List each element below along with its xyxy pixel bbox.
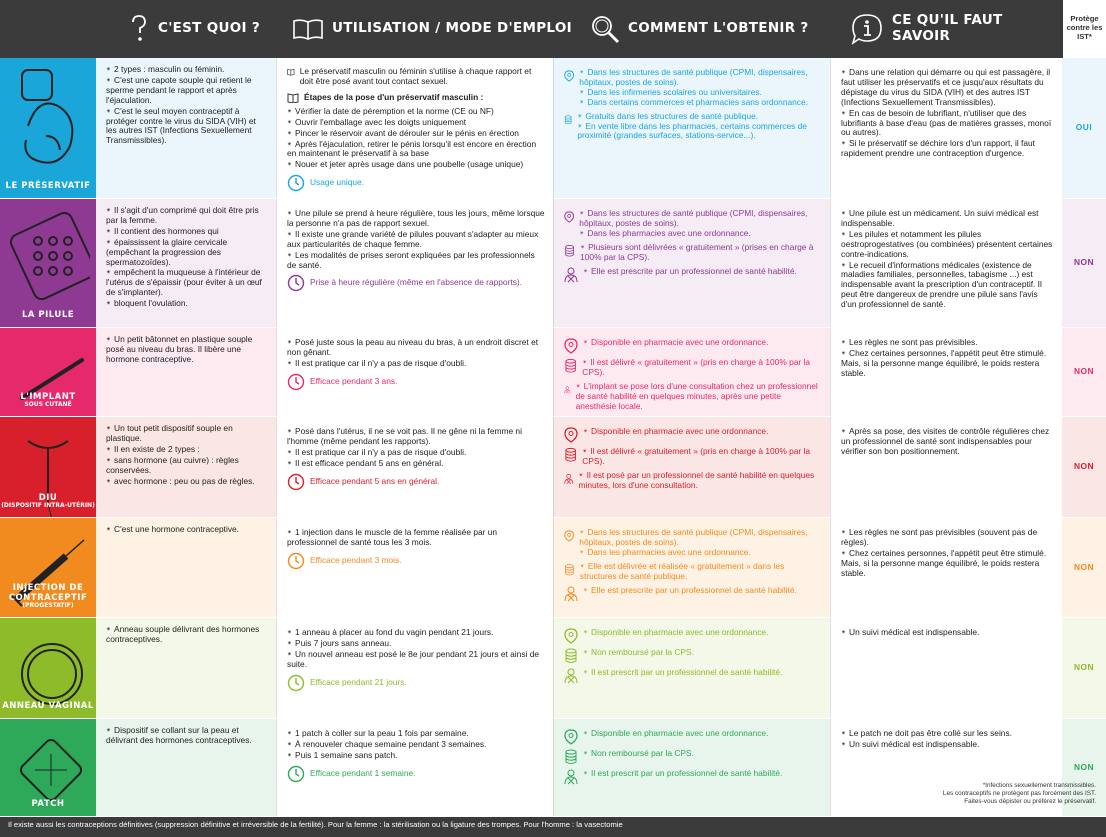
list-item: ✴ Posé juste sous la peau au niveau du bras, à un endroit discret et non gênant. xyxy=(287,338,545,358)
know-cell xyxy=(830,417,1062,517)
list-item: ✴ C'est une capote souple qui retient le sperme pendant le rapport et après l'éjaculation. xyxy=(106,76,268,106)
know-cell xyxy=(830,199,1062,327)
list-item: ✴ Il en existe de 2 types : xyxy=(106,445,268,455)
obtain-group xyxy=(564,528,822,558)
list-item: ✴ Non remboursé par la CPS. xyxy=(583,749,694,759)
use-note: Efficace pendant 3 mois. xyxy=(310,554,402,565)
list-item: ✴ Dans les structures de santé publique (CPMI, dispensaires, hôpitaux, postes de soins). xyxy=(579,528,822,548)
what-cell xyxy=(96,417,276,517)
list-item: ✴ Elle est prescrite par un professionnel de santé habilité. xyxy=(583,586,797,596)
pill-illustration-icon xyxy=(8,207,90,307)
use-intro: Le préservatif masculin ou féminin s'utilise à chaque rapport et doit être posé avant tout contact sexuel. xyxy=(299,66,532,86)
what-cell xyxy=(96,328,276,416)
list-item: ✴ Dans les infirmeries scolaires ou universitaires. xyxy=(579,88,822,98)
header-ist: Protège contre les IST* xyxy=(1062,0,1106,58)
clock-icon xyxy=(287,765,305,783)
list-item: ✴ Dans les pharmacies avec une ordonnance. xyxy=(579,548,822,558)
clock-icon xyxy=(287,674,305,692)
method-row xyxy=(0,417,1106,518)
list-item: ✴ L'implant se pose lors d'une consultation chez un professionnel de santé habilité en quelques minutes, après une petite anesthésie locale. xyxy=(576,382,822,412)
clock-icon xyxy=(287,174,305,192)
list-item: ✴ Une pilule se prend à heure régulière, tous les jours, même lorsque la personne n'a pas de rapport sexuel. xyxy=(287,209,545,229)
method-label-cell xyxy=(0,328,96,416)
question-icon xyxy=(128,14,150,44)
ist-protection-badge: NON xyxy=(1062,719,1106,816)
obtain-cell xyxy=(553,518,830,617)
what-cell xyxy=(96,199,276,327)
doctor-icon xyxy=(564,586,578,602)
list-item: ✴ Il contient des hormones qui xyxy=(106,227,268,237)
method-label-cell xyxy=(0,58,96,198)
method-row xyxy=(0,58,1106,199)
method-label-cell xyxy=(0,199,96,327)
table-header xyxy=(0,0,1106,58)
coins-icon xyxy=(564,562,575,578)
list-item: ✴ épaississent la glaire cervicale (empêchant la progression des spermatozoïdes). xyxy=(106,238,268,268)
obtain-cell xyxy=(553,719,830,816)
obtain-group xyxy=(564,628,822,644)
small-book-icon xyxy=(287,67,295,77)
method-label-cell xyxy=(0,719,96,816)
method-name: INJECTION DE CONTRACEPTIF xyxy=(8,583,88,604)
method-row xyxy=(0,618,1106,719)
method-label-cell xyxy=(0,618,96,718)
ist-protection-badge: NON xyxy=(1062,199,1106,327)
list-item: ✴ Dans les structures de santé publique (CPMI, dispensaires, hôpitaux, postes de soins). xyxy=(579,209,822,229)
use-note: Efficace pendant 21 jours. xyxy=(310,676,407,687)
method-name: DIU xyxy=(38,493,58,504)
obtain-group xyxy=(564,338,822,354)
list-item: ✴ En vente libre dans les pharmacies, certains commerces de proximité (grandes surfaces, stations-service...). xyxy=(577,122,822,142)
obtain-cell xyxy=(553,199,830,327)
list-item: ✴ Il est posé par un professionnel de santé habilité en quelques minutes, lors d'une consultation. xyxy=(579,471,822,491)
list-item: ✴ Posé dans l'utérus, il ne se voit pas. Il ne gêne ni la femme ni l'homme (même pendant les rapports). xyxy=(287,427,545,447)
list-item: ✴ Disponible en pharmacie avec une ordonnance. xyxy=(583,427,768,437)
list-item: ✴ Elle est prescrite par un professionnel de santé habilité. xyxy=(583,267,797,277)
header-know-label: CE QU'IL FAUT SAVOIR xyxy=(892,12,1003,44)
list-item: ✴ Il est efficace pendant 5 ans en général. xyxy=(287,459,545,469)
small-book-icon xyxy=(287,93,299,103)
use-note: Efficace pendant 5 ans en général. xyxy=(310,475,440,486)
obtain-group xyxy=(564,769,822,785)
obtain-group xyxy=(564,729,822,745)
ist-protection-badge: NON xyxy=(1062,618,1106,718)
coins-icon xyxy=(564,243,575,259)
use-note: Efficace pendant 3 ans. xyxy=(310,375,398,386)
coins-icon xyxy=(564,112,572,128)
obtain-group xyxy=(564,447,822,467)
list-item: ✴ Disponible en pharmacie avec une ordonnance. xyxy=(583,729,768,739)
doctor-icon xyxy=(564,382,571,398)
list-item: ✴ Dispositif se collant sur la peau et délivrant des hormones contraceptives. xyxy=(106,726,268,746)
obtain-group xyxy=(564,668,822,684)
obtain-group xyxy=(564,471,822,491)
list-item: ✴ Pincer le réservoir avant de dérouler sur le pénis en érection xyxy=(287,129,545,139)
footer-note: Il existe aussi les contraceptions définitives (suppression définitive et irréversible de la fertilité). Pour la femme : la stérilisation ou la ligature des trompes. Pour l'homme : la vasectomie xyxy=(0,817,1106,837)
method-subname: (PROGESTATIF) xyxy=(22,602,74,610)
location-pin-icon xyxy=(564,338,578,354)
list-item: ✴ Disponible en pharmacie avec une ordonnance. xyxy=(583,338,768,348)
header-what-label: C'EST QUOI ? xyxy=(158,20,260,37)
doctor-icon xyxy=(564,769,578,785)
list-item: ✴ bloquent l'ovulation. xyxy=(106,299,268,309)
list-item: ✴ Un petit bâtonnet en plastique souple posé au niveau du bras. Il libère une hormone contraceptive. xyxy=(106,335,268,365)
obtain-cell xyxy=(553,417,830,517)
ist-protection-badge: OUI xyxy=(1062,58,1106,198)
clock-icon xyxy=(287,373,305,391)
location-pin-icon xyxy=(564,729,578,745)
use-cell xyxy=(276,328,553,416)
list-item: ✴ Il s'agit d'un comprimé qui doit être pris par la femme. xyxy=(106,206,268,226)
list-item: ✴ Chez certaines personnes, l'appétit peut être stimulé. Mais, si la personne mange équilibré, le poids restera stable. xyxy=(841,549,1054,579)
method-label-cell xyxy=(0,518,96,617)
list-item: ✴ Vérifier la date de péremption et la norme (CE ou NF) xyxy=(287,107,545,117)
obtain-group xyxy=(564,267,822,283)
list-item: ✴ 1 patch à coller sur la peau 1 fois par semaine. xyxy=(287,729,545,739)
list-item: ✴ C'est une hormone contraceptive. xyxy=(106,525,268,535)
method-name: LA PILULE xyxy=(21,309,75,320)
list-item: ✴ Après sa pose, des visites de contrôle régulières chez un professionnel de santé sont indispensables pour vérifier son bon positionnement. xyxy=(841,427,1054,457)
method-row xyxy=(0,518,1106,618)
list-item: ✴ Un suivi médical est indispensable. xyxy=(841,628,1054,638)
method-name: ANNEAU VAGINAL xyxy=(2,700,94,711)
header-know xyxy=(850,0,1003,58)
method-name: LE PRÉSERVATIF xyxy=(5,180,91,191)
info-icon xyxy=(850,12,884,46)
use-cell xyxy=(276,58,553,198)
what-cell xyxy=(96,58,276,198)
use-cell xyxy=(276,518,553,617)
what-cell xyxy=(96,618,276,718)
coins-icon xyxy=(564,648,578,664)
list-item: ✴ Il est prescrit par un professionnel de santé habilité. xyxy=(583,769,782,779)
list-item: ✴ C'est le seul moyen contraceptif à protéger contre le virus du SIDA (VIH) et les autres IST (Infections Sexuellement Transmissibles). xyxy=(106,107,268,147)
header-get-label: COMMENT L'OBTENIR ? xyxy=(628,20,809,37)
list-item: ✴ empêchent la muqueuse à l'intérieur de l'utérus de s'épaissir (pour éviter à un œuf de s'implanter). xyxy=(106,268,268,298)
list-item: ✴ Les pilules et notamment les pilules oestroprogestatives (ou combinées) présentent certaines contre-indications. xyxy=(841,230,1054,260)
list-item: ✴ Une pilule est un médicament. Un suivi médical est indispensable. xyxy=(841,209,1054,229)
use-note: Efficace pendant 1 semaine. xyxy=(310,767,416,778)
list-item: ✴ avec hormone : peu ou pas de règles. xyxy=(106,477,268,487)
ist-protection-badge: NON xyxy=(1062,328,1106,416)
magnifier-icon xyxy=(590,14,620,44)
know-cell xyxy=(830,618,1062,718)
list-item: ✴ Dans les pharmacies avec une ordonnance. xyxy=(579,229,822,239)
list-item: ✴ Plusieurs sont délivrées « gratuitement » (prises en charge à 100% par la CPS). xyxy=(580,243,822,263)
use-note: Usage unique. xyxy=(310,177,365,188)
obtain-cell xyxy=(553,618,830,718)
coins-icon xyxy=(564,358,577,374)
clock-icon xyxy=(287,552,305,570)
location-pin-icon xyxy=(564,209,574,225)
doctor-icon xyxy=(564,668,578,684)
obtain-group xyxy=(564,648,822,664)
list-item: ✴ Après l'éjaculation, retirer le pénis lorsqu'il est encore en érection en maintenant le préservatif à sa base xyxy=(287,140,545,160)
doctor-icon xyxy=(564,471,574,487)
header-what xyxy=(128,0,260,58)
what-cell xyxy=(96,518,276,617)
obtain-cell xyxy=(553,58,830,198)
obtain-group xyxy=(564,68,822,108)
list-item: ✴ Les règles ne sont pas prévisibles (souvent pas de règles). xyxy=(841,528,1054,548)
obtain-group xyxy=(564,586,822,602)
list-item: ✴ Ouvrir l'emballage avec les doigts uniquement xyxy=(287,118,545,128)
list-item: ✴ Il est délivré « gratuitement » (pris en charge à 100% par la CPS). xyxy=(582,447,822,467)
location-pin-icon xyxy=(564,68,574,84)
method-subname: (DISPOSITIF INTRA-UTÉRIN) xyxy=(1,502,95,510)
doctor-icon xyxy=(564,267,578,283)
list-item: ✴ Elle est délivrée et réalisée « gratuitement » dans les structures de santé publique. xyxy=(580,562,822,582)
list-item: ✴ Un nouvel anneau est posé le 8e jour pendant 21 jours et ainsi de suite. xyxy=(287,650,545,670)
ist-protection-badge: NON xyxy=(1062,518,1106,617)
obtain-group xyxy=(564,209,822,239)
list-item: ✴ Nouer et jeter après usage dans une poubelle (usage unique) xyxy=(287,160,545,170)
list-item: ✴ Dans les structures de santé publique (CPMI, dispensaires, hôpitaux, postes de soins). xyxy=(579,68,822,88)
list-item: ✴ 1 injection dans le muscle de la femme réalisée par un professionnel de santé tous les 3 mois. xyxy=(287,528,545,548)
know-cell xyxy=(830,58,1062,198)
book-icon xyxy=(292,18,324,40)
obtain-group xyxy=(564,382,822,412)
method-name: L'IMPLANT xyxy=(20,392,76,403)
clock-icon xyxy=(287,473,305,491)
list-item: ✴ Le patch ne doit pas être collé sur les seins. xyxy=(841,729,1054,739)
header-use-label: UTILISATION / MODE D'EMPLOI xyxy=(332,20,572,37)
list-item: ✴ Si le préservatif se déchire lors d'un rapport, il faut rapidement prendre une contraception d'urgence. xyxy=(841,139,1054,159)
list-item: ✴ Puis 7 jours sans anneau. xyxy=(287,639,545,649)
method-subname: SOUS CUTANÉ xyxy=(24,401,72,409)
list-item: ✴ 1 anneau à placer au fond du vagin pendant 21 jours. xyxy=(287,628,545,638)
list-item: ✴ Il est prescrit par un professionnel de santé habilité. xyxy=(583,668,782,678)
method-name: PATCH xyxy=(31,798,65,809)
obtain-cell xyxy=(553,328,830,416)
footnote: *Infections sexuellement transmissibles. Les contraceptifs ne protègent pas forcément des IST. Faites-vous dépister ou préférez le préservatif. xyxy=(942,782,1096,805)
what-cell xyxy=(96,719,276,816)
obtain-group xyxy=(564,427,822,443)
coins-icon xyxy=(564,749,578,765)
location-pin-icon xyxy=(564,427,578,443)
know-cell xyxy=(830,328,1062,416)
list-item: ✴ Un suivi médical est indispensable. xyxy=(841,740,1054,750)
list-item: ✴ Non remboursé par la CPS. xyxy=(583,648,694,658)
use-title: Étapes de la pose d'un préservatif masculin : xyxy=(304,91,484,102)
use-cell xyxy=(276,618,553,718)
list-item: ✴ Les modalités de prises seront expliquées par les professionnels de santé. xyxy=(287,251,545,271)
location-pin-icon xyxy=(564,528,574,544)
list-item: ✴ Disponible en pharmacie avec une ordonnance. xyxy=(583,628,768,638)
clock-icon xyxy=(287,274,305,292)
list-item: ✴ Le recueil d'informations médicales (existence de maladies familiales, personnelles, tabagisme ...) est indispensable avant la prescription d'un contraceptif. Il peut être dangereux de prendre une pilule sans l'avis d'un professionnel de santé. xyxy=(841,261,1054,311)
list-item: ✴ sans hormone (au cuivre) : règles conservées. xyxy=(106,456,268,476)
header-get xyxy=(590,0,809,58)
list-item: ✴ 2 types : masculin ou féminin. xyxy=(106,65,268,75)
list-item: ✴ Chez certaines personnes, l'appétit peut être stimulé. Mais, si la personne mange équilibré, le poids restera stable. xyxy=(841,349,1054,379)
condom-illustration-icon xyxy=(8,66,90,166)
list-item: ✴ Il est délivré « gratuitement » (pris en charge à 100% par la CPS). xyxy=(582,358,822,378)
list-item: ✴ Il est pratique car il n'y a pas de risque d'oubli. xyxy=(287,448,545,458)
use-cell xyxy=(276,199,553,327)
list-item: ✴ Un tout petit dispositif souple en plastique. xyxy=(106,424,268,444)
obtain-group xyxy=(564,749,822,765)
ist-protection-badge: NON xyxy=(1062,417,1106,517)
list-item: ✴ Anneau souple délivrant des hormones contraceptives. xyxy=(106,625,268,645)
use-cell xyxy=(276,719,553,816)
use-cell xyxy=(276,417,553,517)
know-cell xyxy=(830,518,1062,617)
location-pin-icon xyxy=(564,628,578,644)
list-item: ✴ Puis 1 semaine sans patch. xyxy=(287,751,545,761)
obtain-group xyxy=(564,562,822,582)
method-label-cell xyxy=(0,417,96,517)
header-use xyxy=(292,0,572,58)
obtain-group xyxy=(564,243,822,263)
list-item: ✴ Il existe une grande variété de pilules pouvant s'adapter au mieux aux particularités de chaque femme. xyxy=(287,230,545,250)
list-item: ✴ Gratuits dans les structures de santé publique. xyxy=(577,112,822,122)
method-row xyxy=(0,328,1106,417)
obtain-group xyxy=(564,112,822,142)
coins-icon xyxy=(564,447,577,463)
list-item: ✴ Les règles ne sont pas prévisibles. xyxy=(841,338,1054,348)
method-row xyxy=(0,199,1106,328)
list-item: ✴ Dans une relation qui démarre ou qui est passagère, il faut utiliser les préservatifs et ce jusqu'aux résultats du dépistage du virus du SIDA (VIH) et des autres IST (Infections Sexuellement Transmissibles). xyxy=(841,68,1054,108)
obtain-group xyxy=(564,358,822,378)
list-item: ✴ En cas de besoin de lubrifiant, n'utiliser que des lubrifiants à base d'eau (pas de matières grasses, monoï ou autres). xyxy=(841,109,1054,139)
list-item: ✴ Il est pratique car il n'y a pas de risque d'oubli. xyxy=(287,359,545,369)
list-item: ✴ À renouveler chaque semaine pendant 3 semaines. xyxy=(287,740,545,750)
list-item: ✴ Dans certains commerces et pharmacies sans ordonnance. xyxy=(579,98,822,108)
use-note: Prise à heure régulière (même en l'absence de rapports). xyxy=(310,277,523,288)
